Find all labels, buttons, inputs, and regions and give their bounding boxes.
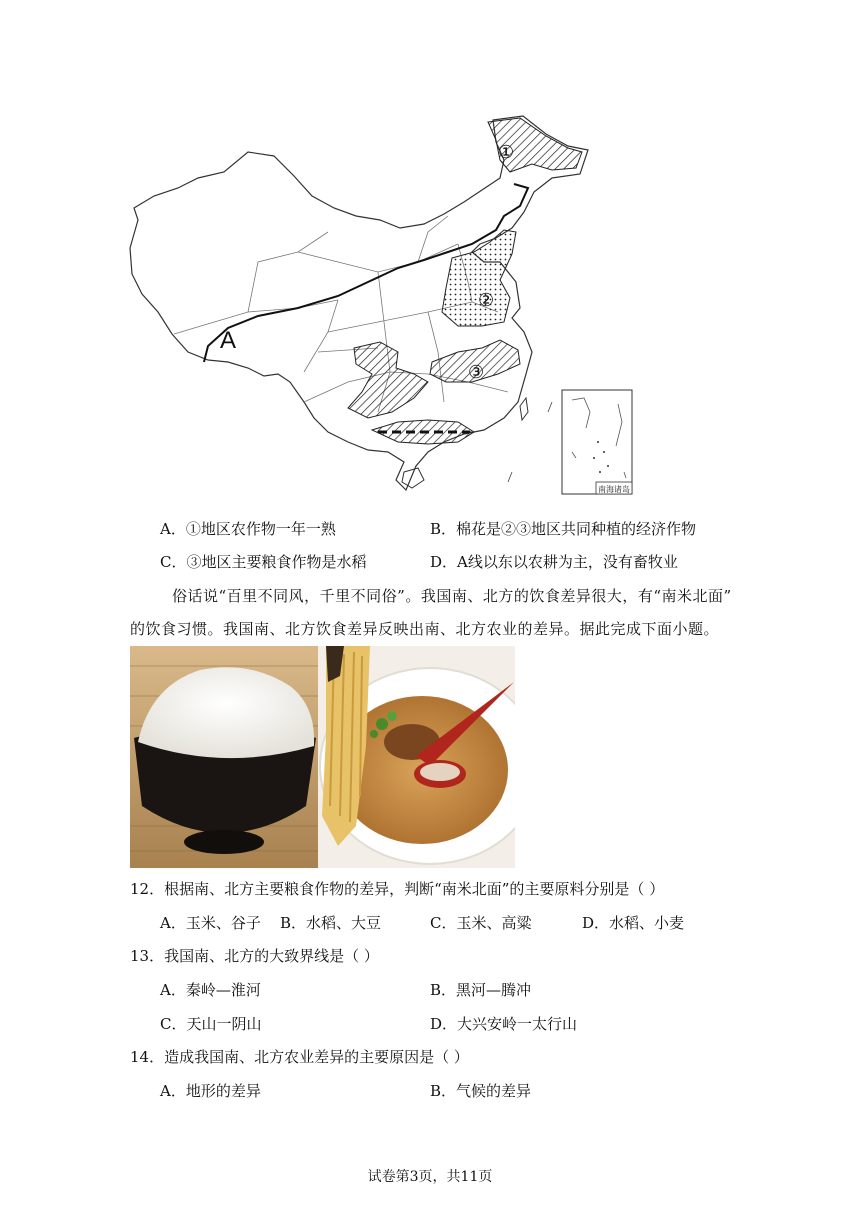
q11-option-d[interactable]: D．A线以东以农耕为主，没有畜牧业 bbox=[430, 553, 678, 571]
q13-stem: 13．我国南、北方的大致界线是（ ） bbox=[130, 947, 379, 965]
rice-and-noodles-photo bbox=[130, 646, 515, 868]
q13-option-b[interactable]: B．黑河—腾冲 bbox=[430, 981, 532, 999]
q12-option-d[interactable]: D．水稻、小麦 bbox=[582, 914, 685, 932]
region-label-2: ② bbox=[478, 290, 495, 311]
q12-option-a[interactable]: A．玉米、谷子 bbox=[160, 914, 261, 932]
region-label-3: ③ bbox=[468, 362, 485, 383]
hainan-island bbox=[402, 468, 424, 488]
china-outline bbox=[130, 116, 588, 490]
china-agriculture-map bbox=[128, 112, 638, 498]
q13-option-a[interactable]: A．秦岭—淮河 bbox=[160, 981, 261, 999]
q14-option-a[interactable]: A．地形的差异 bbox=[160, 1082, 261, 1100]
taiwan-island bbox=[520, 398, 528, 420]
page-footer: 试卷第3页，共11页 bbox=[367, 1169, 493, 1185]
q13-option-c[interactable]: C．天山一阴山 bbox=[160, 1015, 262, 1033]
q11-option-c[interactable]: C．③地区主要粮食作物是水稻 bbox=[160, 553, 367, 571]
southwest-hatched-area bbox=[348, 342, 428, 418]
q12-option-c[interactable]: C．玉米、高粱 bbox=[430, 914, 532, 932]
q14-option-b[interactable]: B．气候的差异 bbox=[430, 1082, 532, 1100]
q13-option-d[interactable]: D．大兴安岭一太行山 bbox=[430, 1015, 578, 1033]
south-china-sea-inset bbox=[562, 390, 632, 494]
inset-caption: 南海诸岛 bbox=[598, 485, 630, 494]
passage-line-2: 的饮食习惯。我国南、北方饮食差异反映出南、北方农业的差异。据此完成下面小题。 bbox=[130, 620, 720, 638]
q14-stem: 14．造成我国南、北方农业差异的主要原因是（ ） bbox=[130, 1048, 469, 1066]
passage-line-1: 俗话说“百里不同风，千里不同俗”。我国南、北方的饮食差异很大，有“南米北面” bbox=[172, 587, 732, 605]
q12-stem: 12．根据南、北方主要粮食作物的差异，判断“南米北面”的主要原料分别是（ ） bbox=[130, 880, 665, 898]
q11-option-a[interactable]: A．①地区农作物一年一熟 bbox=[160, 520, 336, 538]
q12-option-b[interactable]: B．水稻、大豆 bbox=[280, 914, 382, 932]
region-label-1: ① bbox=[498, 142, 515, 163]
q11-option-b[interactable]: B．棉花是②③地区共同种植的经济作物 bbox=[430, 520, 697, 538]
line-a-label: A bbox=[220, 327, 237, 354]
